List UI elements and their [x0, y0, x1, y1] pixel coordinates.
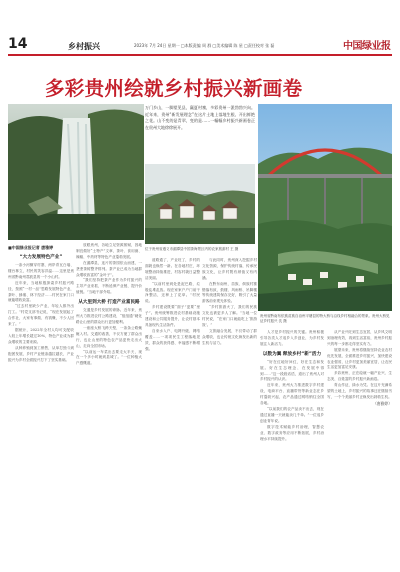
headline: 多彩贵州绘就乡村振兴新画卷	[45, 77, 303, 100]
paragraph: 一座座大桥飞跨天堑，一条条公路蜿蜒入村。交通的改善，不仅方便了群众出行，也让山里的特色农产品更快走出大山，走向全国市场。	[76, 325, 142, 348]
paragraph: 据统计，2022年全村人均可支配收入较上年增长超过10%，特色产业成为群众增收的主要来源。	[8, 327, 74, 344]
paragraph: 放眼贵州，各地立足资源禀赋，因地制宜做好“土特产”文章，茶叶、食用菌、辣椒、中药材等特色产业蓬勃发展。	[76, 243, 142, 259]
bridge-photo	[258, 104, 392, 311]
bridge-photo-caption: 贵州省黔南布依族苗族自治州平塘县的特大桥与沿线乡村相融合的景象。贵州大桥见证乡村振兴 沈 摄	[260, 314, 390, 323]
paragraph: 从产业兴旺到生态宜居，从乡风文明到治理有效，再到生活富裕，贵州乡村振兴的每一步都走得坚实有力。	[327, 330, 392, 346]
paragraph: 道路通了，产业旺了，乡村的面貌也焕然一新。在各地村庄，环境整治持续推进，村容村貌日益整洁美丽。	[145, 258, 200, 280]
paragraph: “好在红地好问红，好在生态和发展。好在生态理念、在发展中得到……”这一段段话语，道出了贵州人对乡村振兴的认识。	[260, 359, 324, 382]
village-photo	[145, 164, 255, 244]
paragraph: 从种养殖到加工销售，从单打独斗到抱团发展，乡村产业链条越拉越长，产业振兴为乡村全面振兴打下了坚实基础。	[8, 345, 74, 362]
paragraph: 多彩贵州，正在绘就一幅产业兴、生态美、百姓富的乡村振兴新画卷。	[327, 371, 392, 382]
byline: ■中国绿业报记者 唐雅婷	[8, 245, 54, 250]
author-signature: （唐雅婷）	[373, 400, 392, 406]
section-title: 乡村振兴	[68, 42, 100, 51]
paragraph: 一条小河横穿村寨，两岸青瓦白墙、楼台林立，村民的笑容洋溢……这里是贵州省黔南州荔波县的一个小山村。	[8, 263, 74, 279]
issue-meta: 2023年 7月 24日 星期一 □本版责编 周 群 □美术编辑 陈 星 □责任校对 张 磊	[134, 43, 275, 48]
paragraph: 文旅融合发展，不仅带动了群众增收，也让传统文化焕发出新的生机与活力。	[202, 328, 257, 345]
page-number: 14	[8, 36, 28, 52]
paragraph: 在湄潭县，连片的茶园依山而建，一垄垄茶树整齐排列。茶产业已成为当地群众增收致富的“金叶子”。	[76, 260, 142, 277]
article-column-6	[327, 330, 392, 568]
paragraph: 与此同时，贵州深入挖掘乡村文化资源，保护传统村落，传承民族文化，让乡村既有颜值又有内涵。	[202, 258, 257, 280]
subheading: “大力发展特色产业”	[19, 255, 63, 260]
paragraph: “以前村里到处是泥巴路，垃圾乱堆乱放。现在家家户户门前干净整洁，还种上了花草。”村民说。	[145, 281, 200, 304]
paragraph: 人才是乡村振兴的关键。贵州积极引导各类人才返乡入乡创业，为乡村发展注入新活力。	[260, 330, 324, 346]
paragraph: 交通是乡村发展的命脉。近年来，贵州大力推进农村公路建设，“组组通”硬化路让山里的群众出行更加便利。	[76, 308, 142, 324]
paragraph: 数字技术赋能乡村治理，智慧农业、数字政务等应用不断拓展，乡村治理水平持续提升。	[260, 424, 324, 441]
paragraph: 自来水入户、电网升级、网络覆盖……一项项民生工程落地见效，群众的获得感、幸福感不断增强。	[145, 328, 200, 351]
article-column-3	[145, 258, 200, 568]
subheading: 以数为翼 释放乡村“新”活力	[262, 351, 322, 357]
paragraph: 近年来，当地积极探索乡村振兴路径，按照“一村一品”思路发展特色产业，茶叶、蜂蜜、林下经济……村民在家门口就能增收致富。	[8, 280, 74, 303]
waterfall-photo	[8, 104, 144, 240]
article-column-2	[76, 243, 142, 568]
paragraph: 展望未来，贵州将继续坚持农业农村优先发展，全面推进乡村振兴，加快建设农业强省，让乡村更加美丽宜居，让农民生活更加富足安康。	[327, 347, 392, 370]
article-column-4	[202, 258, 257, 568]
paragraph: 青山作证，绿水为凭。在这片充满希望的土地上，乡村振兴的故事还在继续书写，一个个美丽乡村正焕发出勃勃生机。	[327, 383, 392, 399]
paragraph: “我们坚持把茶产业作为乡村振兴的主导产业来抓，不断延伸产业链、提升价值链。”当地干部介绍。	[76, 278, 142, 295]
article-column-5	[260, 330, 324, 568]
paragraph: “过去村里缺少产业，年轻人都外出打工。”村党支部书记说，“现在发展起了合作社，大家有事做、有钱赚，不少人回来了。”	[8, 304, 74, 327]
paragraph: “以前运一车菜出去要走大半天，现在一个多小时就到县城了。”一位种植大户感慨道。	[76, 349, 142, 366]
paragraph: 在黔东南州，苗族、侗族村寨错落有致，鼓楼、风雨桥、吊脚楼等传统建筑保存完好，吸引了大量游客前来观光体验。	[202, 281, 257, 304]
village-photo-caption: 位于贵州省遵义市湄潭县中国茶海景区内的农家旅游村 王 摄	[145, 247, 239, 251]
header-rule	[8, 54, 392, 56]
paragraph: 乡村建设既要“面子”更要“里子”。贵州统筹推进农村基础设施建设和公共服务提升，让农村基本具备现代生活条件。	[145, 305, 200, 327]
subheading: 从大里到大桥 打造产业富民路	[78, 300, 140, 306]
newspaper-logo: 中国绿业报	[343, 41, 391, 52]
paragraph: 近年来，贵州大力推进数字乡村建设，电商平台、直播带货等新业态在乡村蓬勃兴起，农产品通过网络销往全国各地。	[260, 383, 324, 406]
article-column-1	[8, 243, 74, 568]
paragraph: “乡村旅游火了，我们的民族文化也被更多人了解。”当地一位村民说，“在家门口就能吃上‘旅游饭’。”	[202, 305, 257, 327]
lead-paragraph: 万门乡山，一脚望见县，赢夏村寨，多彩贵州一派勃勃兴向。近年来，贵州“新发展理念”在这片土地上落地生根、开出鲜艳之花。山不变的是青翠，变的是……一幅幅乡村振兴新画卷正在贵州大地徐徐展开。	[145, 105, 255, 130]
paragraph: “以前我们的农产品卖不出去，现在通过直播一天就能卖几千单。”一位返乡创业青年说。	[260, 406, 324, 423]
